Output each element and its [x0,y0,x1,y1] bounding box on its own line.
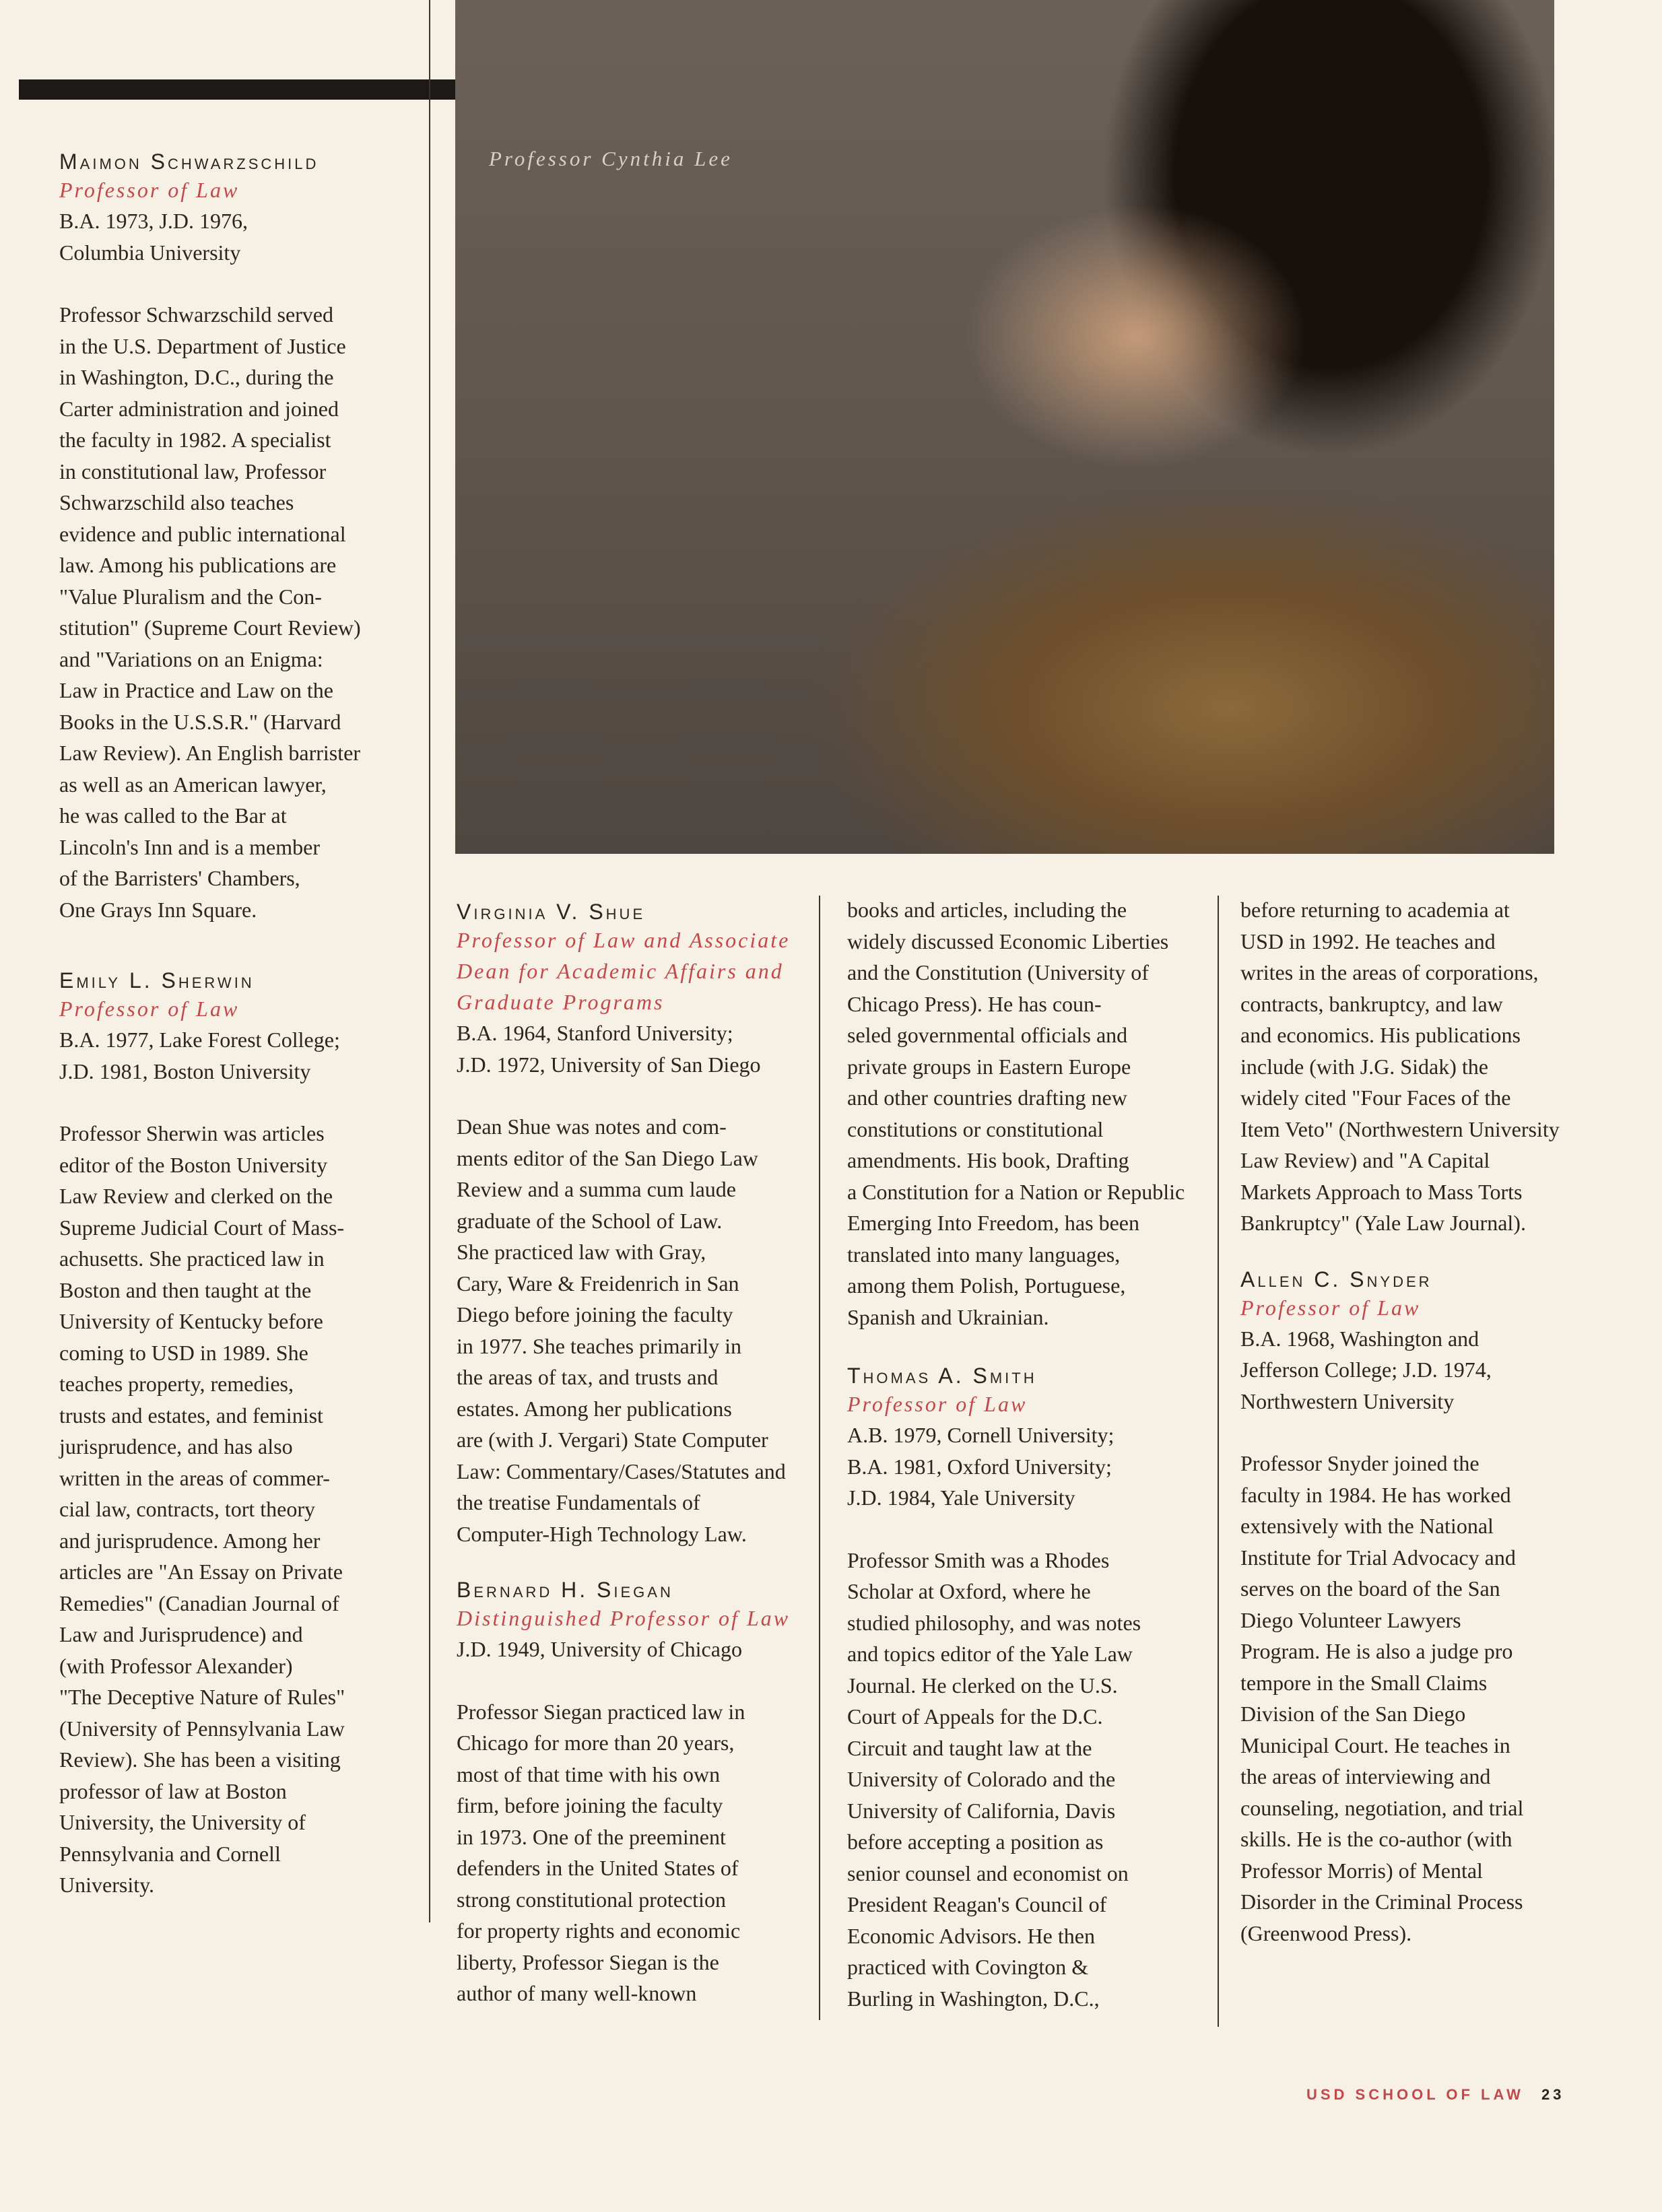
faculty-photo [455,0,1554,854]
profile-name: Virginia V. Shue [457,900,646,924]
profile-snyder [1240,1267,1604,1949]
profile-degrees: B.A. 1973, J.D. 1976, Columbia University [59,209,248,265]
column-divider [819,896,820,2020]
page-number: 23 [1541,2086,1565,2103]
publication-name: USD SCHOOL OF LAW [1306,2086,1524,2103]
profile-degrees: A.B. 1979, Cornell University; B.A. 1981, Oxford University; J.D. 1984, Yale University [847,1423,1115,1510]
profile-name: Maimon Schwarzschild [59,149,319,174]
profile-smith [847,1364,1204,2014]
profile-bio: Professor Siegan practiced law in Chicago for more than 20 years, most of that time with his own firm, before joining the faculty in 1973. One of the preeminent defenders in the United States of strong constitutional protection for property rights and economic liberty, Professor Siegan is the author of many well-known [457,1699,745,2005]
profile-title: Professor of Law [59,178,240,202]
profile-name: Allen C. Snyder [1240,1267,1432,1292]
profile-degrees: B.A. 1968, Washington and Jefferson College; J.D. 1974, Northwestern University [1240,1326,1492,1413]
profile-bio: Professor Schwarzschild served in the U.S. Department of Justice in Washington, D.C., during the Carter administration and joined the faculty in 1982. A specialist in constitutional law, Professor Schwarzschild also teaches evidence and public international law. Among his publications are "Value Pluralism and the Con- stitution" (Supreme Court Review) and "Variations on an Enigma: Law in Practice and Law on the Books in the U.S.S.R." (Harvard Law Review). An English barrister as well as an American lawyer, he was called to the Bar at Lincoln's Inn and is a member of the Barristers' Chambers, One Grays Inn Square. [59,302,361,922]
profile-title: Professor of Law [847,1392,1028,1416]
column-1 [59,149,423,1901]
profile-sherwin [59,968,423,1901]
profile-bio: Professor Sherwin was articles editor of the Boston University Law Review and clerked on the Supreme Judicial Court of Mass- achusetts. She practiced law in Boston and then taught at the University of Kentucky before coming to USD in 1989. She teaches property, remedies, trusts and estates, and feminist jurisprudence, and has also written in the areas of commer- cial law, contracts, tort theory and jurisprudence. Among her articles are "An Essay on Private Remedies" (Canadian Journal of Law and Jurisprudence) and (with Professor Alexander) "The Deceptive Nature of Rules" (University of Pennsylvania Law Review). She has been a visiting professor of law at Boston University, the University of Pennsylvania and Cornell University. [59,1121,345,1897]
column-4 [1240,894,1604,1949]
photo-caption: Professor Cynthia Lee [489,147,733,170]
profile-siegan [457,1578,807,2009]
page-footer [1306,2086,1564,2104]
profile-title: Professor of Law and Associate Dean for Academic Affairs and Graduate Programs [457,928,791,1014]
profile-schwarzschild [59,149,423,925]
profile-bio: Professor Smith was a Rhodes Scholar at Oxford, where he studied philosophy, and was notes and topics editor of the Yale Law Journal. He clerked on the U.S. Court of Appeals for the D.C. Circuit and taught law at the University of Colorado and the University of California, Davis before accepting a position as senior counsel and economist on President Reagan's Council of Economic Advisors. He then practiced with Covington & Burling in Washington, D.C., [847,1547,1141,2011]
profile-degrees: B.A. 1964, Stanford University; J.D. 1972, University of San Diego [457,1021,761,1077]
profile-name: Bernard H. Siegan [457,1578,673,1602]
column-2 [457,900,807,2009]
header-rule-bar [19,79,455,100]
profile-title: Professor of Law [59,997,240,1021]
column-3 [847,894,1204,2014]
profile-shue [457,900,807,1549]
profile-name: Emily L. Sherwin [59,968,255,993]
column-divider [429,0,430,1922]
column-divider [1218,896,1219,2027]
profile-degrees: J.D. 1949, University of Chicago [457,1637,742,1661]
profile-siegan-bio-continued: books and articles, including the widely discussed Economic Liberties and the Constitution (University of Chicago Press). He has coun- seled governmental officials and private groups in Eastern Europe and other countries drafting new constitutions or constitutional amendments. His book, Drafting a Constitution for a Nation or Republic Emerging Into Freedom, has been translated into many languages, among them Polish, Portuguese, Spanish and Ukrainian. [847,898,1185,1329]
profile-bio: Professor Snyder joined the faculty in 1984. He has worked extensively with the National Institute for Trial Advocacy and serves on the board of the San Diego Volunteer Lawyers Program. He is also a judge pro tempore in the Small Claims Division of the San Diego Municipal Court. He teaches in the areas of interviewing and counseling, negotiation, and trial skills. He is the co-author (with Professor Morris) of Mental Disorder in the Criminal Process (Greenwood Press). [1240,1451,1524,1945]
profile-smith-bio-continued: before returning to academia at USD in 1992. He teaches and writes in the areas of corporations, contracts, bankruptcy, and law and economics. His publications include (with J.G. Sidak) the widely cited "Four Faces of the Item Veto" (Northwestern University Law Review) and "A Capital Markets Approach to Mass Torts Bankruptcy" (Yale Law Journal). [1240,898,1560,1235]
profile-bio: Dean Shue was notes and com- ments editor of the San Diego Law Review and a summa cum laude graduate of the School of Law. She practiced law with Gray, Cary, Ware & Freidenrich in San Diego before joining the faculty in 1977. She teaches primarily in the areas of tax, and trusts and estates. Among her publications are (with J. Vergari) State Computer Law: Commentary/Cases/Statutes and the treatise Fundamentals of Computer-High Technology Law. [457,1114,786,1546]
profile-title: Distinguished Professor of Law [457,1606,791,1630]
profile-degrees: B.A. 1977, Lake Forest College; J.D. 1981, Boston University [59,1028,340,1083]
profile-name: Thomas A. Smith [847,1364,1037,1388]
profile-title: Professor of Law [1240,1295,1421,1320]
